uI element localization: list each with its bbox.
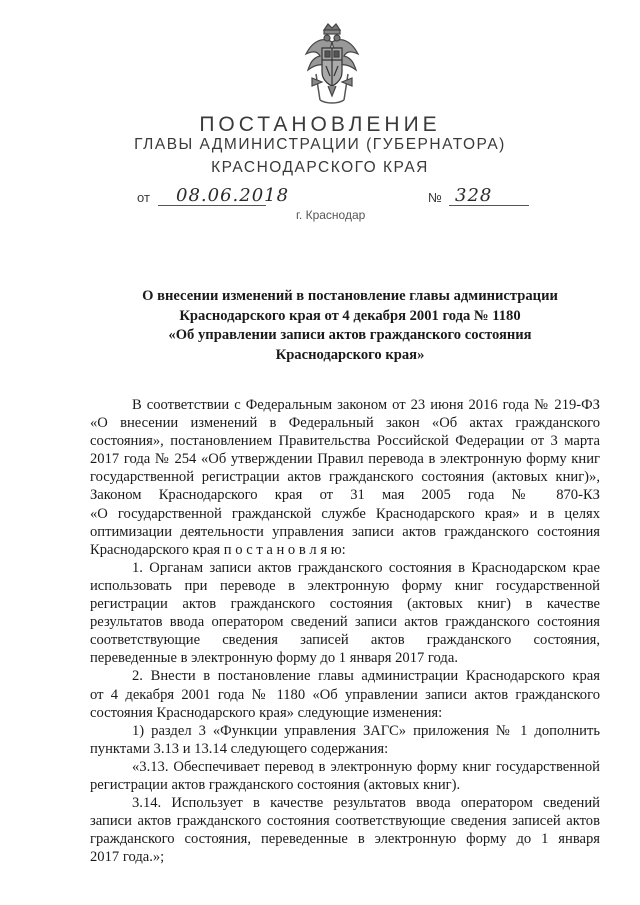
date-handwritten: 08.06.2018 [176, 185, 290, 206]
body-line: 1) раздел 3 «Функции управления ЗАГС» приложения № 1 дополнить [132, 722, 600, 739]
title-line: О внесении изменений в постановление главы администрации [142, 288, 558, 304]
date-number-row [0, 186, 640, 210]
body-line: пунктами 3.13 и 13.14 следующего содержания: [90, 740, 389, 757]
body-line: Краснодарского края п о с т а н о в л я ю: [90, 541, 346, 558]
body-line: 3.14. Использует в качестве результатов ввода оператором сведений [132, 795, 600, 812]
body-line: регистрации актов гражданского состояния (актовых книг). [90, 776, 461, 793]
body-line: 1. Органам записи актов гражданского состояния в Краснодарском крае [132, 559, 600, 576]
title-line: «Об управлении записи актов гражданского состояния [168, 327, 532, 344]
body-line: состояния Краснодарского края» следующие изменения: [90, 704, 443, 721]
body-line: регистрации актов гражданского состояния (актовых книг) в качестве [90, 596, 600, 613]
body-line: результатов ввода оператором сведений записи актов гражданского состояния [90, 614, 600, 631]
body-line: В соответствии с Федеральным законом от 23 июня 2016 года № 219-ФЗ [132, 397, 600, 413]
number-prefix: № [428, 190, 442, 205]
body-line: 2017 года № 254 «Об утверждении Правил перевода в электронную форму книг [90, 451, 600, 468]
doc-type-heading: ПОСТАНОВЛЕНИЕ [199, 113, 441, 136]
body-line: от 4 декабря 2001 года № 1180 «Об управлении записи актов гражданского [90, 686, 600, 703]
body-line: оптимизации деятельности управления записи актов гражданского состояния [90, 523, 600, 540]
title-line: Краснодарского края» [275, 346, 425, 363]
document-body [90, 396, 600, 866]
date-prefix: от [137, 190, 150, 205]
body-line: 2017 года.»; [90, 849, 165, 866]
issuer-heading-line1: ГЛАВЫ АДМИНИСТРАЦИИ (ГУБЕРНАТОРА) [134, 136, 506, 153]
issuer-heading-line2: КРАСНОДАРСКОГО КРАЯ [211, 159, 429, 176]
body-line: использовать при переводе в электронную форму книг государственной [90, 577, 600, 594]
document-title [100, 287, 600, 365]
body-line: «3.13. Обеспечивает перевод в электронную форму книг государственной [132, 758, 600, 775]
body-line: государственной регистрации актов гражданского состояния (актовых книг)», [90, 469, 600, 486]
number-handwritten: 328 [455, 185, 493, 206]
body-line: гражданского состояния, переведенные в электронную форму до 1 января [90, 831, 600, 848]
body-line: «О государственной гражданской службе Краснодарского края» и в целях [90, 505, 600, 522]
body-line: «О внесении изменений в Федеральный закон «Об актах гражданского [90, 415, 600, 432]
body-line: соответствующие сведения записей актов гражданского состояния, [90, 632, 600, 649]
body-line: 2. Внести в постановление главы администрации Краснодарского края [132, 668, 600, 685]
body-line: записи актов гражданского состояния соответствующие сведения записей актов [90, 813, 600, 830]
body-line: состояния», постановлением Правительства Российской Федерации от 3 марта [90, 433, 600, 450]
body-line: Законом Краснодарского края от 31 мая 2005 года № 870-КЗ [90, 487, 600, 504]
body-line: переведенные в электронную форму до 1 января 2017 года. [90, 650, 458, 667]
title-line: Краснодарского края от 4 декабря 2001 года № 1180 [179, 307, 521, 324]
coat-of-arms-emblem [300, 20, 364, 108]
city-label: г. Краснодар [296, 208, 366, 222]
